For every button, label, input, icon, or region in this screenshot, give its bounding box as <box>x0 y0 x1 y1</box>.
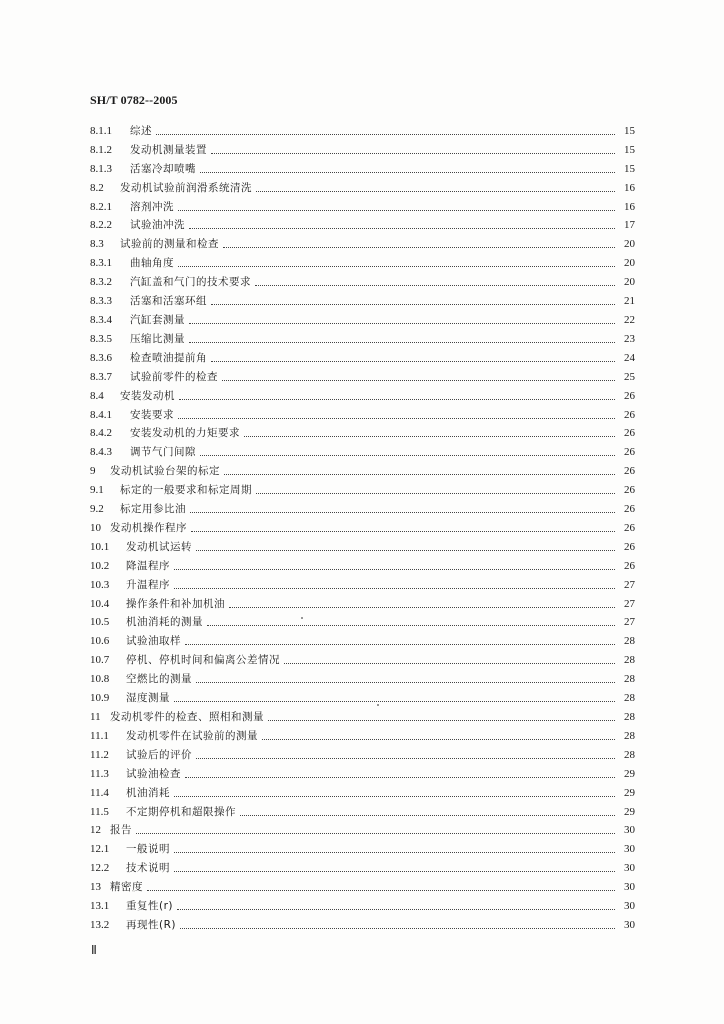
document-code: SH/T 0782--2005 <box>90 93 178 107</box>
toc-leader-dots <box>211 152 615 154</box>
toc-entry-page: 30 <box>624 862 635 875</box>
toc-leader-dots <box>196 681 615 683</box>
toc-entry-page: 23 <box>624 332 635 345</box>
toc-entry <box>90 592 635 611</box>
toc-entry <box>90 554 635 573</box>
toc-leader-dots <box>255 284 615 286</box>
scan-speck <box>301 617 303 619</box>
toc-entry-number: 9.2 <box>90 503 104 516</box>
toc-entry <box>90 573 635 592</box>
toc-entry <box>90 157 635 176</box>
toc-entry-title: 试验前零件的检查 <box>130 370 218 383</box>
toc-leader-dots <box>174 587 615 589</box>
toc-entry <box>90 629 635 648</box>
toc-leader-dots <box>224 473 615 475</box>
toc-entry-number: 8.4.2 <box>90 427 112 440</box>
toc-entry-page: 20 <box>624 238 635 251</box>
toc-entry-page: 30 <box>624 881 635 894</box>
toc-entry <box>90 478 635 497</box>
toc-leader-dots <box>268 719 615 721</box>
toc-entry-title: 试验油检查 <box>126 767 181 780</box>
toc-leader-dots <box>207 624 615 626</box>
toc-entry <box>90 440 635 459</box>
toc-entry <box>90 365 635 384</box>
toc-entry-number: 8.1.2 <box>90 143 112 156</box>
toc-entry <box>90 724 635 743</box>
toc-entry <box>90 648 635 667</box>
toc-entry-number: 10.8 <box>90 673 110 686</box>
toc-leader-dots <box>256 492 615 494</box>
page-number: Ⅱ <box>91 943 97 957</box>
toc-entry-page: 15 <box>624 124 635 137</box>
toc-entry-page: 22 <box>624 313 635 326</box>
toc-entry-number: 11.3 <box>90 767 109 780</box>
toc-entry-title: 精密度 <box>110 881 143 894</box>
toc-entry-page: 26 <box>624 408 635 421</box>
toc-entry-page: 29 <box>624 786 635 799</box>
toc-leader-dots <box>156 133 615 135</box>
toc-entry-page: 28 <box>624 729 635 742</box>
toc-entry-number: 12 <box>90 824 101 837</box>
toc-entry <box>90 535 635 554</box>
toc-entry-page: 26 <box>624 446 635 459</box>
toc-entry-page: 16 <box>624 200 635 213</box>
toc-entry-page: 15 <box>624 162 635 175</box>
toc-leader-dots <box>189 322 615 324</box>
toc-entry-title: 综述 <box>130 124 152 137</box>
toc-entry <box>90 232 635 251</box>
toc-entry <box>90 705 635 724</box>
toc-entry-number: 13.1 <box>90 900 110 913</box>
toc-entry-page: 28 <box>624 748 635 761</box>
toc-entry <box>90 762 635 781</box>
toc-entry-title: 调节气门间隙 <box>130 446 196 459</box>
toc-entry-number: 10.3 <box>90 578 110 591</box>
toc-entry-page: 30 <box>624 900 635 913</box>
toc-leader-dots <box>200 171 615 173</box>
toc-entry-title: 发动机试验前润滑系统清洗 <box>120 181 252 194</box>
toc-leader-dots <box>174 568 615 570</box>
toc-entry <box>90 176 635 195</box>
toc-entry-page: 28 <box>624 711 635 723</box>
toc-leader-dots <box>284 662 615 664</box>
toc-entry-page: 27 <box>624 578 635 591</box>
toc-leader-dots <box>189 227 615 229</box>
toc-leader-dots <box>256 190 615 192</box>
toc-entry-page: 28 <box>624 673 635 686</box>
toc-leader-dots <box>174 795 615 797</box>
toc-entry-title: 机油消耗的测量 <box>126 616 203 629</box>
toc-entry-number: 8.3.4 <box>90 313 112 326</box>
toc-entry-title: 发动机零件在试验前的测量 <box>126 729 258 742</box>
toc-entry-page: 28 <box>624 692 635 705</box>
toc-entry-number: 11.4 <box>90 786 109 799</box>
toc-entry <box>90 667 635 686</box>
toc-entry-title: 湿度测量 <box>126 692 170 705</box>
toc-entry-number: 10.2 <box>90 559 110 572</box>
toc-entry-number: 8.4.3 <box>90 446 112 459</box>
toc-entry-title: 试验前的测量和检查 <box>120 238 219 251</box>
toc-entry-title: 汽缸套测量 <box>130 313 185 326</box>
toc-entry-number: 10.9 <box>90 692 110 705</box>
toc-entry-number: 11.5 <box>90 805 109 818</box>
toc-entry <box>90 800 635 819</box>
toc-entry-page: 26 <box>624 389 635 402</box>
toc-entry <box>90 251 635 270</box>
toc-entry-number: 8.3.6 <box>90 351 112 364</box>
toc-entry-title: 发动机测量装置 <box>130 143 207 156</box>
toc-leader-dots <box>211 360 615 362</box>
toc-entry-title: 试验油冲洗 <box>130 219 185 232</box>
toc-entry <box>90 611 635 630</box>
toc-leader-dots <box>200 454 615 456</box>
toc-entry-title: 发动机试运转 <box>126 540 192 553</box>
toc-entry-title: 活塞冷却喷嘴 <box>130 162 196 175</box>
toc-entry-number: 8.2 <box>90 181 104 194</box>
toc-entry <box>90 195 635 214</box>
toc-entry-title: 不定期停机和超限操作 <box>126 805 236 818</box>
toc-entry <box>90 781 635 800</box>
toc-leader-dots <box>178 417 615 419</box>
toc-leader-dots <box>222 379 615 381</box>
toc-entry-number: 13.2 <box>90 918 110 931</box>
toc-entry-number: 11.1 <box>90 729 109 742</box>
toc-entry-number: 10.5 <box>90 616 110 629</box>
toc-entry-title: 发动机操作程序 <box>110 521 187 534</box>
toc-entry-title: 一般说明 <box>126 843 170 856</box>
toc-entry-title: 技术说明 <box>126 862 170 875</box>
toc-leader-dots <box>178 209 615 211</box>
toc-leader-dots <box>223 246 615 248</box>
toc-entry-number: 10 <box>90 521 101 534</box>
toc-leader-dots <box>174 851 615 853</box>
toc-leader-dots <box>196 549 615 551</box>
toc-entry-number: 8.4.1 <box>90 408 112 421</box>
toc-entry <box>90 270 635 289</box>
toc-entry-page: 25 <box>624 370 635 383</box>
toc-entry-number: 8.4 <box>90 389 104 402</box>
toc-leader-dots <box>262 738 615 740</box>
toc-entry-title: 试验油取样 <box>126 635 181 648</box>
toc-entry-title: 压缩比测量 <box>130 332 185 345</box>
toc-leader-dots <box>180 927 615 929</box>
toc-leader-dots <box>240 814 615 816</box>
toc-entry <box>90 913 635 932</box>
toc-entry-number: 8.3.2 <box>90 276 112 289</box>
toc-entry-title: 曲轴角度 <box>130 257 174 270</box>
toc-entry <box>90 384 635 403</box>
scan-speck <box>377 704 379 706</box>
toc-entry-page: 30 <box>624 824 635 837</box>
toc-entry-page: 28 <box>624 654 635 667</box>
toc-entry <box>90 686 635 705</box>
toc-entry-title: 安装要求 <box>130 408 174 421</box>
toc-entry-title: 操作条件和补加机油 <box>126 597 225 610</box>
toc-entry-title: 活塞和活塞环组 <box>130 295 207 308</box>
toc-entry-number: 8.3.5 <box>90 332 112 345</box>
toc-entry-page: 26 <box>624 427 635 440</box>
toc-entry-page: 29 <box>624 805 635 818</box>
toc-entry-number: 8.3.1 <box>90 257 112 270</box>
toc-entry <box>90 875 635 894</box>
toc-entry-page: 20 <box>624 276 635 289</box>
toc-entry <box>90 743 635 762</box>
toc-entry-page: 20 <box>624 257 635 270</box>
toc-entry-page: 26 <box>624 540 635 553</box>
toc-entry-page: 26 <box>624 484 635 497</box>
toc-entry-page: 17 <box>624 219 635 232</box>
toc-entry-number: 8.1.1 <box>90 124 112 137</box>
toc-entry-title: 标定用参比油 <box>120 503 186 516</box>
toc-leader-dots <box>174 870 615 872</box>
toc-entry <box>90 819 635 838</box>
toc-entry-title: 再现性(R) <box>126 918 176 931</box>
toc-entry <box>90 138 635 157</box>
toc-leader-dots <box>244 435 615 437</box>
toc-entry-number: 8.2.1 <box>90 200 112 213</box>
toc-leader-dots <box>136 832 615 834</box>
toc-leader-dots <box>147 889 615 891</box>
toc-entry-page: 21 <box>624 295 635 308</box>
toc-entry <box>90 289 635 308</box>
toc-entry <box>90 214 635 233</box>
table-of-contents <box>90 119 635 932</box>
toc-entry-title: 安装发动机 <box>120 389 175 402</box>
toc-leader-dots <box>179 398 615 400</box>
toc-entry-number: 10.1 <box>90 540 110 553</box>
toc-leader-dots <box>190 511 615 513</box>
toc-entry <box>90 516 635 535</box>
toc-entry-title: 重复性(r) <box>126 900 174 913</box>
toc-entry-page: 24 <box>624 351 635 364</box>
toc-entry-number: 11.2 <box>90 748 109 761</box>
toc-entry-title: 停机、停机时间和偏离公差情况 <box>126 654 280 667</box>
toc-entry <box>90 856 635 875</box>
toc-entry-title: 升温程序 <box>126 578 170 591</box>
toc-entry <box>90 837 635 856</box>
toc-entry-title: 安装发动机的力矩要求 <box>130 427 240 440</box>
toc-entry-page: 26 <box>624 521 635 534</box>
toc-entry-number: 8.3.7 <box>90 370 112 383</box>
toc-entry-page: 27 <box>624 597 635 610</box>
toc-entry-number: 10.7 <box>90 654 110 667</box>
toc-entry-title: 检查喷油提前角 <box>130 351 207 364</box>
toc-entry-title: 溶剂冲洗 <box>130 200 174 213</box>
toc-entry <box>90 403 635 422</box>
toc-entry-title: 报告 <box>110 824 132 837</box>
toc-entry-number: 8.3 <box>90 238 104 251</box>
toc-entry-page: 26 <box>624 503 635 516</box>
toc-entry <box>90 459 635 478</box>
toc-entry <box>90 308 635 327</box>
toc-entry-title: 试验后的评价 <box>126 748 192 761</box>
toc-entry-title: 发动机零件的检查、照相和测量 <box>110 711 264 723</box>
toc-leader-dots <box>191 530 615 532</box>
toc-entry-page: 30 <box>624 918 635 931</box>
toc-entry-number: 10.6 <box>90 635 110 648</box>
toc-entry-page: 26 <box>624 559 635 572</box>
toc-entry-page: 15 <box>624 143 635 156</box>
toc-entry-title: 机油消耗 <box>126 786 170 799</box>
toc-entry-page: 29 <box>624 767 635 780</box>
toc-leader-dots <box>185 643 615 645</box>
toc-entry-page: 26 <box>624 465 635 478</box>
toc-entry-number: 9.1 <box>90 484 104 497</box>
toc-leader-dots <box>196 757 615 759</box>
toc-leader-dots <box>229 606 615 608</box>
toc-entry-number: 11 <box>90 711 101 723</box>
toc-leader-dots <box>189 341 615 343</box>
toc-entry-number: 10.4 <box>90 597 110 610</box>
toc-entry-number: 8.2.2 <box>90 219 112 232</box>
toc-entry <box>90 497 635 516</box>
toc-entry-number: 8.1.3 <box>90 162 112 175</box>
toc-entry <box>90 894 635 913</box>
toc-entry <box>90 422 635 441</box>
toc-entry-title: 标定的一般要求和标定周期 <box>120 484 252 497</box>
toc-leader-dots <box>178 265 615 267</box>
toc-entry-page: 27 <box>624 616 635 629</box>
toc-leader-dots <box>174 700 615 702</box>
toc-entry <box>90 119 635 138</box>
toc-leader-dots <box>177 908 615 910</box>
toc-leader-dots <box>185 776 615 778</box>
toc-entry <box>90 346 635 365</box>
toc-entry-number: 12.2 <box>90 862 110 875</box>
toc-entry-title: 降温程序 <box>126 559 170 572</box>
toc-entry-number: 13 <box>90 881 101 894</box>
toc-entry-title: 发动机试验台架的标定 <box>110 465 220 478</box>
toc-entry-page: 16 <box>624 181 635 194</box>
toc-entry-page: 30 <box>624 843 635 856</box>
toc-entry-number: 8.3.3 <box>90 295 112 308</box>
toc-entry-title: 汽缸盖和气门的技术要求 <box>130 276 251 289</box>
toc-entry <box>90 327 635 346</box>
toc-entry-number: 12.1 <box>90 843 110 856</box>
toc-leader-dots <box>211 303 615 305</box>
toc-entry-number: 9 <box>90 465 96 478</box>
toc-entry-page: 28 <box>624 635 635 648</box>
toc-entry-title: 空燃比的测量 <box>126 673 192 686</box>
